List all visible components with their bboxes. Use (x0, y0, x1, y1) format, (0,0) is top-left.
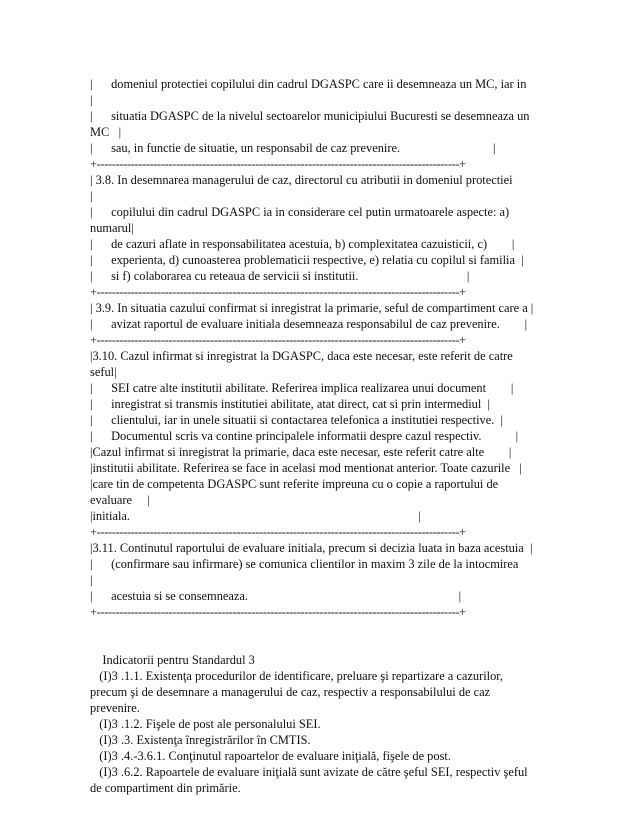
table-line: | Documentul scris va contine principalele informatii despre cazul respectiv. | (90, 429, 519, 443)
table-line: | acestuia si se consemneaza. | (90, 589, 462, 603)
table-line: | copilului din cadrul DGASPC ia in considerare cel putin urmatoarele aspecte: a) (90, 205, 510, 219)
table-line: | si f) colaborarea cu reteaua de servicii si institutii. | (90, 269, 470, 283)
table-line: | (confirmare sau infirmare) se comunica clientilor in maxim 3 zile de la intocmirea (90, 557, 519, 571)
indicator-line: prevenire. (90, 701, 140, 715)
indicator-line: de compartiment din primărie. (90, 781, 241, 795)
table-line: | domeniul protectiei copilului din cadrul DGASPC care ii desemneaza un MC, iar in (90, 77, 527, 91)
table-line: seful| (90, 365, 117, 379)
table-line: numarul| (90, 221, 134, 235)
table-line: | SEI catre alte institutii abilitate. Referirea implica realizarea unui document | (90, 381, 514, 395)
table-line: | 3.9. In situatia cazului confirmat si inregistrat la primarie, seful de compartiment care a | (90, 301, 534, 315)
indicator-line: (I)3 .1.1. Existenţa procedurilor de identificare, preluare şi repartizare a cazurilor, (90, 669, 504, 683)
table-line: MC | (90, 125, 122, 139)
indicator-line: (I)3 .3. Existenţa înregistrărilor în CMTIS. (90, 733, 311, 747)
table-separator: +------------------------------------------------------------------------------------------------+ (90, 157, 466, 171)
table-line: | 3.8. In desemnarea managerului de caz, directorul cu atributii in domeniul protectiei (90, 173, 513, 187)
table-line: | (90, 573, 93, 587)
table-separator: +------------------------------------------------------------------------------------------------+ (90, 525, 466, 539)
table-line: |institutii abilitate. Referirea se face in acelasi mod mentionat anterior. Toate cazurile | (90, 461, 522, 475)
table-line: | situatia DGASPC de la nivelul sectoarelor municipiului Bucuresti se desemneaza un (90, 109, 530, 123)
table-line: |care tin de competenta DGASPC sunt referite impreuna cu o copie a raportului de (90, 477, 499, 491)
table-line: | de cazuri aflate in responsabilitatea acestuia, b) complexitatea cazuisticii, c) | (90, 237, 515, 251)
table-line: | inregistrat si transmis institutiei abilitate, atat direct, cat si prin intermediul | (90, 397, 490, 411)
indicator-line: (I)3 .6.2. Rapoartele de evaluare iniţială sunt avizate de către şeful SEI, respectiv şeful (90, 765, 528, 779)
indicators-heading: Indicatorii pentru Standardul 3 (90, 653, 255, 667)
table-line: | clientului, iar in unele situatii si contactarea telefonica a institutiei respective. | (90, 413, 504, 427)
table-line: | (90, 189, 93, 203)
table-line: | avizat raportul de evaluare initiala desemneaza responsabilul de caz prevenire. | (90, 317, 528, 331)
indicator-line: (I)3 .4.-3.6.1. Conţinutul rapoartelor de evaluare iniţială, fişele de post. (90, 749, 451, 763)
indicator-line: (I)3 .1.2. Fişele de post ale personalului SEI. (90, 717, 321, 731)
table-line: | experienta, d) cunoasterea problematicii respective, e) relatia cu copilul si familia | (90, 253, 524, 267)
table-line: | (90, 93, 93, 107)
table-line: | sau, in functie de situatie, un responsabil de caz prevenire. | (90, 141, 496, 155)
table-line: evaluare | (90, 493, 150, 507)
table-line: |initiala. | (90, 509, 421, 523)
table-separator: +------------------------------------------------------------------------------------------------+ (90, 285, 466, 299)
table-line: |3.10. Cazul infirmat si inregistrat la DGASPC, daca este necesar, este referit de catre (90, 349, 513, 363)
indicator-line: precum şi de desemnare a managerului de caz, respectiv a responsabilului de caz (90, 685, 491, 699)
table-separator: +------------------------------------------------------------------------------------------------+ (90, 605, 466, 619)
table-line: |3.11. Continutul raportului de evaluare initiala, precum si decizia luata in baza acestuia | (90, 541, 533, 555)
table-separator: +------------------------------------------------------------------------------------------------+ (90, 333, 466, 347)
table-line: |Cazul infirmat si inregistrat la primarie, daca este necesar, este referit catre alte | (90, 445, 512, 459)
